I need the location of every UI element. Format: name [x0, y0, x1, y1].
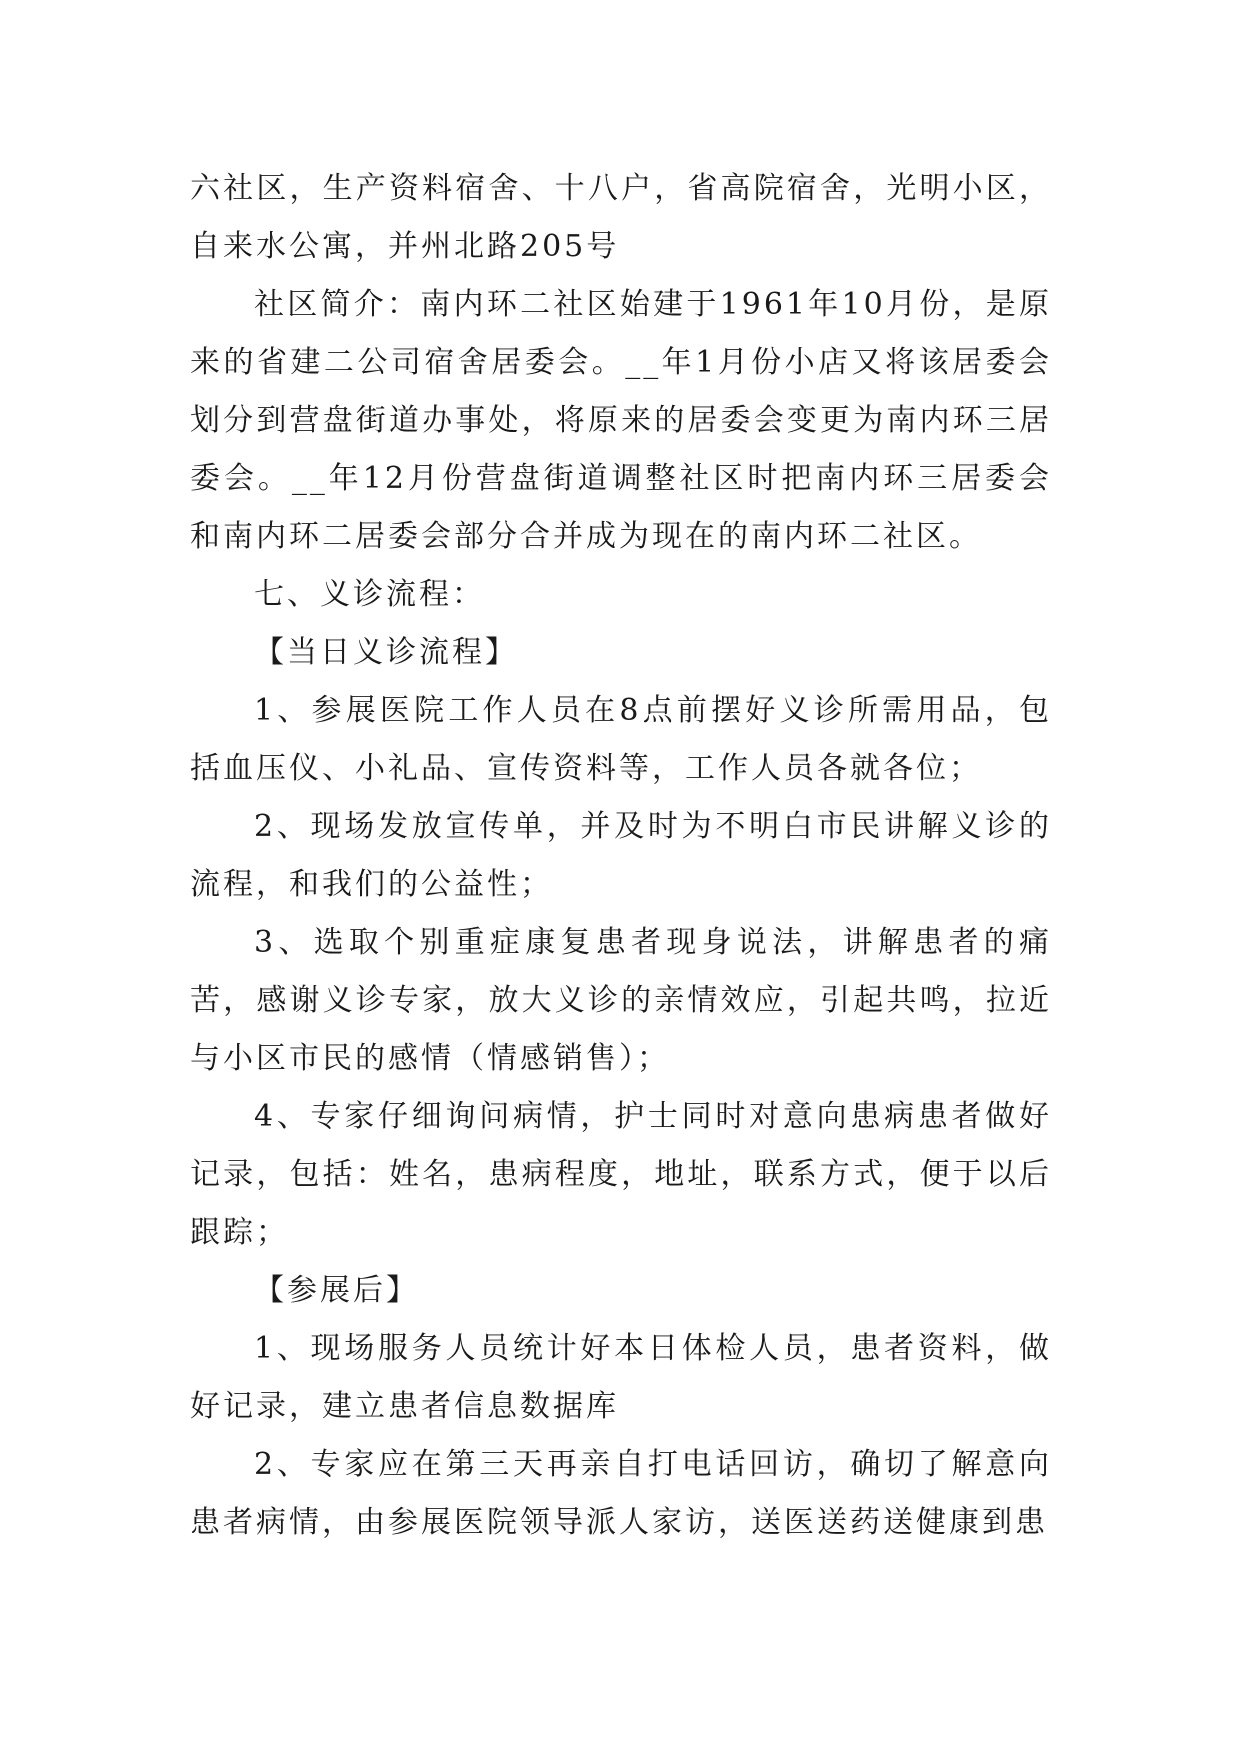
paragraph-address-continuation: 六社区，生产资料宿舍、十八户，省高院宿舍，光明小区，自来水公寓，并州北路205号 — [190, 171, 1052, 264]
list-item-step-2: 2、现场发放宣传单，并及时为不明白市民讲解义诊的流程，和我们的公益性； — [190, 809, 1052, 902]
subheading-after-exhibition: 【参展后】 — [254, 1273, 419, 1308]
section-heading-clinic-process: 七、义诊流程： — [254, 577, 485, 612]
body-text — [190, 160, 1052, 1552]
list-item-step-4: 4、专家仔细询问病情，护士同时对意向患病患者做好记录，包括：姓名，患病程度，地址，联系方式，便于以后跟踪； — [190, 1099, 1052, 1250]
subheading-same-day-process: 【当日义诊流程】 — [254, 635, 518, 670]
paragraph-community-intro: 社区简介：南内环二社区始建于1961年10月份，是原来的省建二公司宿舍居委会。__年1月份小店又将该居委会划分到营盘街道办事处，将原来的居委会变更为南内环三居委会。__年12月份营盘街道调整社区时把南内环三居委会和南内环二居委会部分合并成为现在的南内环二社区。 — [190, 287, 1052, 554]
list-item-step-1: 1、参展医院工作人员在8点前摆好义诊所需用品，包括血压仪、小礼品、宣传资料等，工作人员各就各位； — [190, 693, 1052, 786]
list-item-after-2: 2、专家应在第三天再亲自打电话回访，确切了解意向患者病情，由参展医院领导派人家访，送医送药送健康到患 — [190, 1447, 1052, 1540]
list-item-after-1: 1、现场服务人员统计好本日体检人员，患者资料，做好记录，建立患者信息数据库 — [190, 1331, 1052, 1424]
list-item-step-3: 3、选取个别重症康复患者现身说法，讲解患者的痛苦，感谢义诊专家，放大义诊的亲情效应，引起共鸣，拉近与小区市民的感情（情感销售）； — [190, 925, 1052, 1076]
